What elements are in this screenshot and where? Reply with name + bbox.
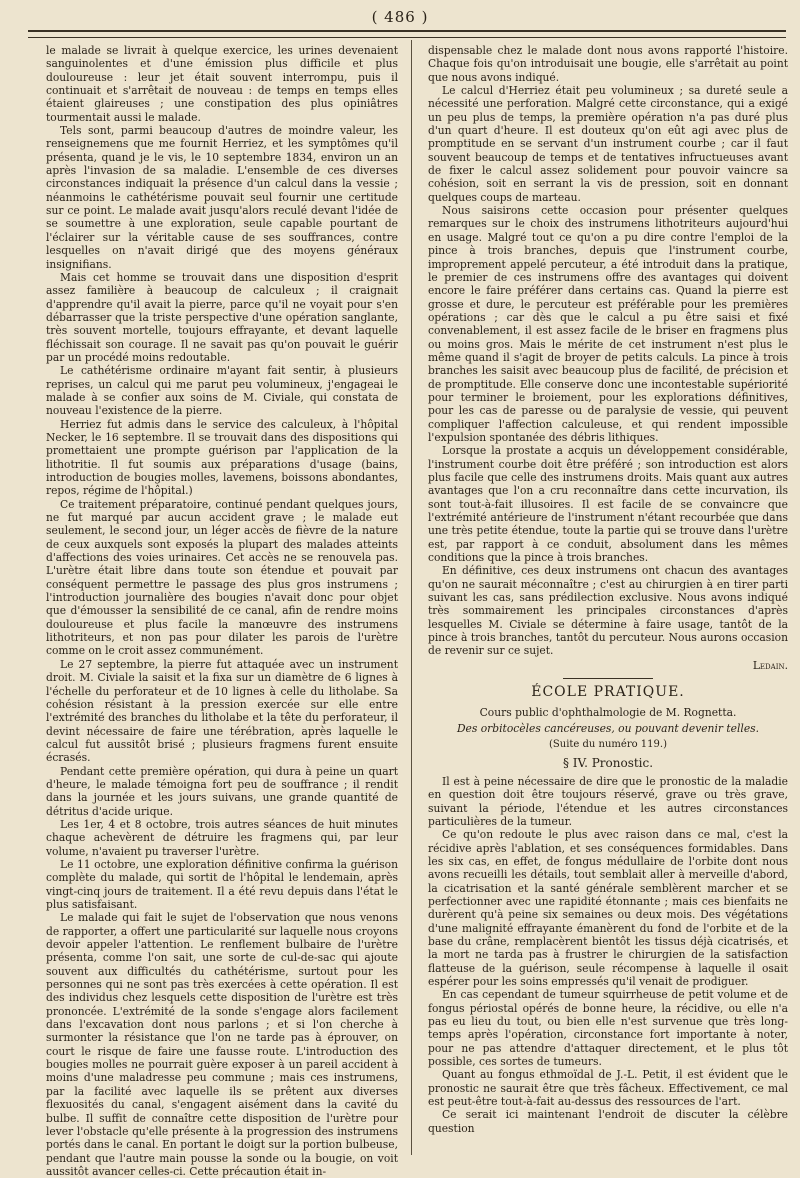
section-heading: ÉCOLE PRATIQUE. [531, 684, 685, 701]
paragraph: Le calcul d'Herriez était peu volumineux ; sa dureté seule a nécessité une perforation. Malgré cette circonstance, qui a exigé un peu plus de temps, la première opération n'a pas duré plus d'un quart d'heure. Il est douteux qu'on eût agi avec plus de promptitude en se servant d'un instrument courbe ; car il faut souvent beaucoup de temps et de tentatives infructueuses avant de fixer le calcul assez solidement pour pouvoir vaincre sa cohésion, soit en serrant la vis de pression, soit en donnant quelques coups de marteau. [428, 84, 788, 204]
left-column [46, 44, 398, 1178]
lecture-subtitle: Des orbitocèles cancéreuses, ou pouvant devenir telles. [456, 721, 760, 735]
section-separator [563, 678, 653, 679]
paragraph: Mais cet homme se trouvait dans une disposition d'esprit assez familière à beaucoup de calculeux ; il craignait d'apprendre qu'il avait la pierre, parce qu'il ne voyait pour s'en débarrasser que la triste perspective d'une opération sanglante, très souvent mortelle, toujours effrayante, et devant laquelle fléchissait son courage. Il ne savait pas qu'on pouvait le guérir par un procédé moins redoutable. [46, 270, 398, 364]
paragraph: Le cathétérisme ordinaire m'ayant fait sentir, à plusieurs reprises, un calcul qui me parut peu volumineux, j'engageai le malade à se confier aux soins de M. Civiale, qui constata de nouveau l'existence de la pierre. [46, 364, 398, 418]
paragraph: Ce serait ici maintenant l'endroit de discuter la célèbre question [428, 1108, 788, 1135]
paragraph: le malade se livrait à quelque exercice, les urines devenaient sanguinolentes et d'une émission plus difficile et plus douloureuse : leur jet était souvent interrompu, puis il continuait et s'arrêtait de nouveau : de temps en temps elles étaient glaireuses ; une constipation des plus opiniâtres tourmentait aussi le malade. [46, 44, 398, 124]
paragraph: Pendant cette première opération, qui dura à peine un quart d'heure, le malade témoigna fort peu de souffrance ; il rendit dans la journée et les jours suivans, une grande quantité de détritus d'acide urique. [46, 764, 398, 818]
paragraph: Le 27 septembre, la pierre fut attaquée avec un instrument droit. M. Civiale la saisit et la fixa sur un diamètre de 6 lignes à l'échelle du perforateur et de 10 lignes à celle du litholabe. Sa cohésion résistant à la pression exercée sur elle entre l'extrémité des branches du litholabe et la tête du perforateur, il devint nécessaire de faire une térébration, après laquelle le calcul fut aussitôt brisé ; plusieurs fragmens furent ensuite écrasés. [46, 657, 398, 765]
right-column [428, 44, 788, 1154]
paragraph: Les 1er, 4 et 8 octobre, trois autres séances de huit minutes chaque achevèrent de détruire les fragmens qui, par leur volume, n'avaient pu traverser l'urètre. [46, 817, 398, 858]
header-rule [28, 30, 786, 38]
paragraph: En définitive, ces deux instrumens ont chacun des avantages qu'on ne saurait méconnaître ; c'est au chirurgien à en tirer parti suivant les cas, sans prédilection exclusive. Nous avons indiqué très sommairement les principales circonstances d'après lesquelles M. Civiale se détermine à faire usage, tantôt de la pince à trois branches, tantôt du percuteur. Nous aurons occasion de revenir sur ce sujet. [428, 564, 788, 658]
paragraph: Le malade qui fait le sujet de l'observation que nous venons de rapporter, a offert une particularité sur laquelle nous croyons devoir appeler l'attention. Le renflement bulbaire de l'urètre présenta, comme l'on sait, une sorte de cul-de-sac qui ajoute souvent aux difficultés du cathétérisme, surtout pour les personnes qui ne sont pas très exercées à cette opération. Il est des individus chez lesquels cette disposition de l'urètre est très prononcée. L'extrémité de la sonde s'engage alors facilement dans l'excavation dont nous parlons ; et si l'on cherche à surmonter la résistance que l'on ne tarde pas à éprouver, on court le risque de faire une fausse route. L'introduction des bougies molles ne pourrait guère exposer à un pareil accident à moins d'une maladresse peu commune ; mais ces instrumens, par la facilité avec laquelle ils se prêtent aux diverses flexuosités du canal, s'engagent aisément dans la cavité du bulbe. Il suffit de connaître cette disposition de l'urètre pour lever l'obstacle qu'elle présente à la progression des instrumens portés dans le canal. En portant le doigt sur la portion bulbeuse, pendant que l'autre main pousse la sonde ou la bougie, on voit aussitôt avancer celles-ci. Cette précaution était in- [46, 911, 398, 1178]
subsection-title: § IV. Pronostic. [562, 755, 654, 770]
author-signature: Ledain. [752, 658, 788, 672]
paragraph: Herriez fut admis dans le service des calculeux, à l'hôpital Necker, le 16 septembre. Il se trouvait dans des dispositions qui promettaient une prompte guérison par l'application de la lithotritie. Il fut soumis aux préparations d'usage (bains, introduction de bougies molles, lavemens, boissons abondantes, repos, régime de l'hôpital.) [46, 417, 398, 498]
paragraph: Le 11 octobre, une exploration définitive confirma la guérison complète du malade, qui sortit de l'hôpital le lendemain, après vingt-cinq jours de traitement. Il a été revu depuis dans l'état le plus satisfaisant. [46, 857, 398, 911]
paragraph: Nous saisirons cette occasion pour présenter quelques remarques sur le choix des instrumens lithotriteurs aujourd'hui en usage. Malgré tout ce qu'on a pu dire contre l'emploi de la pince à trois branches, depuis que l'instrument courbe, improprement appelé percuteur, a été introduit dans la pratique, le premier de ces instrumens offre des avantages qui doivent encore le faire préférer dans certains cas. Quand la pierre est grosse et dure, le percuteur est préférable pour les premières opérations ; car dès que le calcul a pu être saisi et fixé convenablement, il est assez facile de le briser en fragmens plus ou moins gros. Mais le mérite de cet instrument n'est plus le même quand il s'agit de broyer de petits calculs. La pince à trois branches les saisit avec beaucoup plus de facilité, de précision et de promptitude. Elle conserve donc une incontestable supériorité pour terminer le broiement, pour les explorations définitives, pour les cas de paresse ou de paralysie de vessie, qui peuvent compliquer l'affection calculeuse, et qui rendent impossible l'expulsion spontanée des débris lithiques. [428, 204, 788, 444]
column-divider [411, 40, 412, 1155]
paragraph: Lorsque la prostate a acquis un développement considérable, l'instrument courbe doit être préféré ; son introduction est alors plus facile que celle des instrumens droits. Mais quant aux autres avantages que l'on a cru reconnaître dans cette incurvation, ils sont tout-à-fait illusoires. Il est facile de se convaincre que l'extrémité antérieure de l'instrument n'étant recourbée que dans une très petite étendue, toute la partie qui se trouve dans l'urètre est, par rapport à ce conduit, absolument dans les mêmes conditions que la pince à trois branches. [428, 444, 788, 565]
course-title: Cours public d'ophthalmologie de M. Rognetta. [479, 705, 737, 719]
paragraph: En cas cependant de tumeur squirrheuse de petit volume et de fongus périostal opérés de bonne heure, la récidive, ou elle n'a pas eu lieu du tout, ou bien elle n'est survenue que très long-temps après l'opération, circonstance fort importante à noter, pour ne pas attendre d'attaquer directement, et le plus tôt possible, ces sortes de tumeurs. [428, 988, 788, 1069]
paragraph: dispensable chez le malade dont nous avons rapporté l'histoire. Chaque fois qu'on introduisait une bougie, elle s'arrêtait au point que nous avons indiqué. [428, 44, 788, 84]
paragraph: Tels sont, parmi beaucoup d'autres de moindre valeur, les renseignemens que me fournit Herriez, et les symptômes qu'il présenta, quand je le vis, le 10 septembre 1834, environ un an après l'invasion de sa maladie. L'ensemble de ces diverses circonstances indiquait la présence d'un calcul dans la vessie ; néanmoins le cathétérisme pouvait seul fournir une certitude sur ce point. Le malade avait jusqu'alors reculé devant l'idée de se soumettre à une exploration, seule capable pourtant de l'éclairer sur la véritable cause de ses souffrances, contre lesquelles on n'avait dirigé que des moyens généraux insignifians. [46, 124, 398, 271]
paragraph: Ce qu'on redoute le plus avec raison dans ce mal, c'est la récidive après l'ablation, et ses conséquences formidables. Dans les six cas, en effet, de fongus médullaire de l'orbite dont nous avons recueilli les détails, tout semblait aller à merveille d'abord, la cicatrisation et la santé générale semblèrent marcher et se perfectionner avec une rapidité étonnante ; mais ces bienfaits ne durèrent qu'à peine six semaines ou deux mois. Des végétations d'une malignité effrayante émanèrent du fond de l'orbite et de la base du crâne, remplacèrent bientôt les tissus déjà cicatrisés, et la mort ne tarda pas à frustrer le chirurgien de la satisfaction flatteuse de la guérison, seule récompense à laquelle il osait espérer pour les soins empressés qu'il venait de prodiguer. [428, 828, 788, 989]
paragraph: Il est à peine nécessaire de dire que le pronostic de la maladie en question doit être toujours réservé, grave ou très grave, suivant la période, l'étendue et les autres circonstances particulières de la tumeur. [428, 774, 788, 828]
paragraph: Quant au fongus ethmoïdal de J.-L. Petit, il est évident que le pronostic ne saurait être que très fâcheux. Effectivement, ce mal est peut-être tout-à-fait au-dessus des ressources de l'art. [428, 1068, 788, 1109]
paragraph: Ce traitement préparatoire, continué pendant quelques jours, ne fut marqué par aucun accident grave ; le malade eut seulement, le second jour, un léger accès de fièvre de la nature de ceux auxquels sont exposés la plupart des malades atteints d'affections des voies urinaires. Cet accès ne se renouvela pas. L'urètre était libre dans toute son étendue et pouvait par conséquent permettre le passage des plus gros instrumens ; l'introduction journalière des bougies n'avait donc pour objet que d'émousser la sensibilité de ce canal, afin de rendre moins douloureuse et plus facile la manœuvre des instrumens lithotriteurs, et non pas pour dilater les parois de l'urètre comme on le croit assez communément. [46, 497, 398, 658]
continuation-note: (Suite du numéro 119.) [549, 739, 667, 751]
page-number: ( 486 ) [371, 8, 429, 26]
